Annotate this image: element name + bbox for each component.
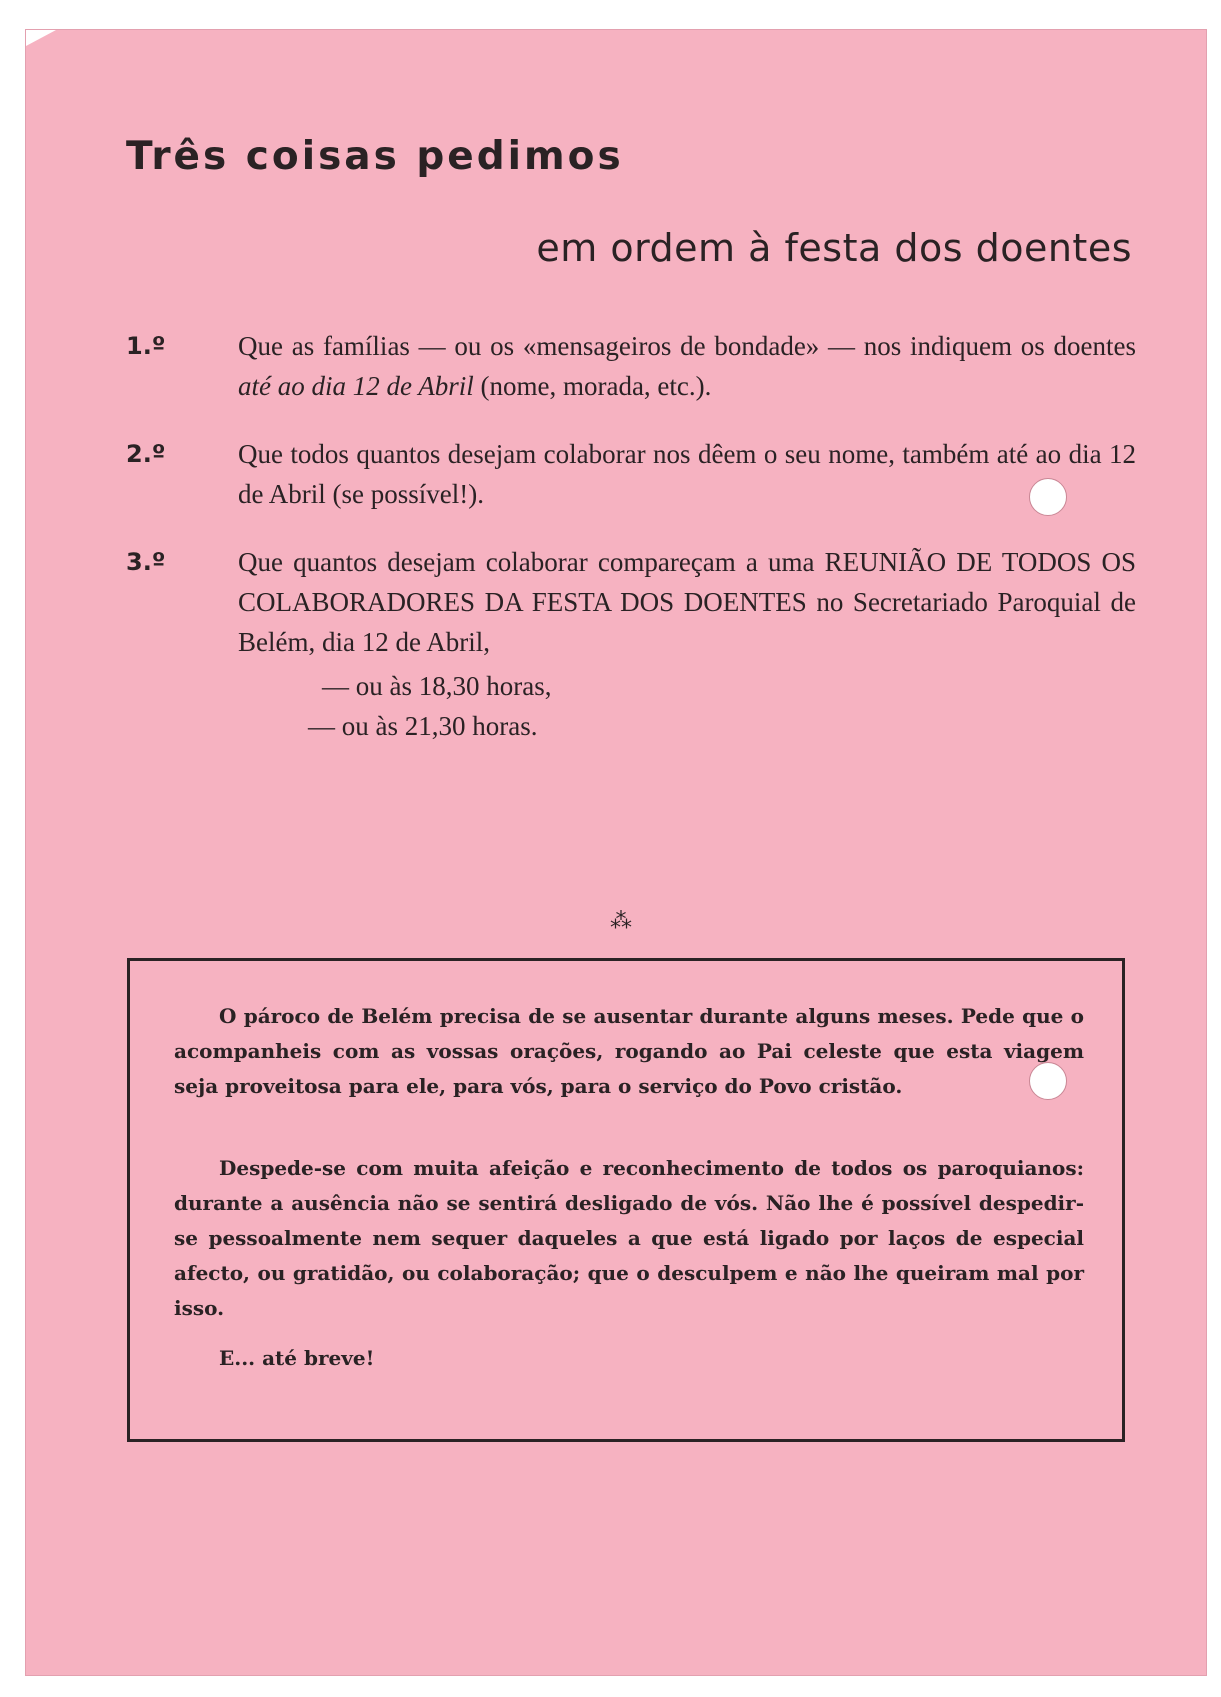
notice-closing: E... até breve! [219, 1346, 375, 1370]
item-text-italic: até ao dia 12 de Abril [238, 371, 474, 401]
pink-sheet [26, 30, 1206, 1675]
notice-box [127, 958, 1125, 1442]
item-2 [126, 434, 1136, 514]
item-3 [126, 542, 1136, 662]
meeting-time-2: — ou às 21,30 horas. [308, 711, 538, 741]
item-number: 3.º [126, 548, 166, 576]
notice-paragraph-1: O pároco de Belém precisa de se ausentar durante alguns meses. Pede que o acompanheis com as vossas orações, rogando ao Pai celeste que esta viagem seja proveitosa para ele, para vós, para o serviço do Povo cristão. [174, 1004, 1084, 1098]
meeting-time-1: — ou às 18,30 horas, [322, 671, 552, 701]
notice-paragraph-2: Despede-se com muita afeição e reconhecimento de todos os paroquianos: durante a ausência não se sentirá desligado de vós. Não lhe é possível despedir-se pessoalmente nem sequer daqueles a que está ligado por laços de especial afecto, ou gratidão, ou colaboração; que o desculpem e não lhe queiram mal por isso. [174, 1156, 1084, 1320]
title-line-2: em ordem à festa dos doentes [536, 226, 1132, 270]
item-text: Que quantos desejam colaborar compareçam a uma REUNIÃO DE TODOS OS COLABORADORES DA FESTA DOS DOENTES no Secretariado Paroquial de Belém, dia 12 de Abril, [238, 547, 1136, 657]
item-text-part: (nome, morada, etc.). [473, 371, 712, 401]
item-number: 1.º [126, 332, 166, 360]
item-1 [126, 326, 1136, 406]
ornament-divider: ⁂ [610, 908, 632, 933]
item-text [238, 326, 1136, 406]
item-text-part: Que as famílias — ou os «mensageiros de bondade» — nos indiquem os doentes [238, 331, 1136, 361]
folded-corner [26, 30, 56, 46]
item-text: Que todos quantos desejam colaborar nos dêem o seu nome, também até ao dia 12 de Abril (se possível!). [238, 439, 1136, 509]
item-number: 2.º [126, 440, 166, 468]
title-line-1: Três coisas pedimos [126, 134, 624, 179]
